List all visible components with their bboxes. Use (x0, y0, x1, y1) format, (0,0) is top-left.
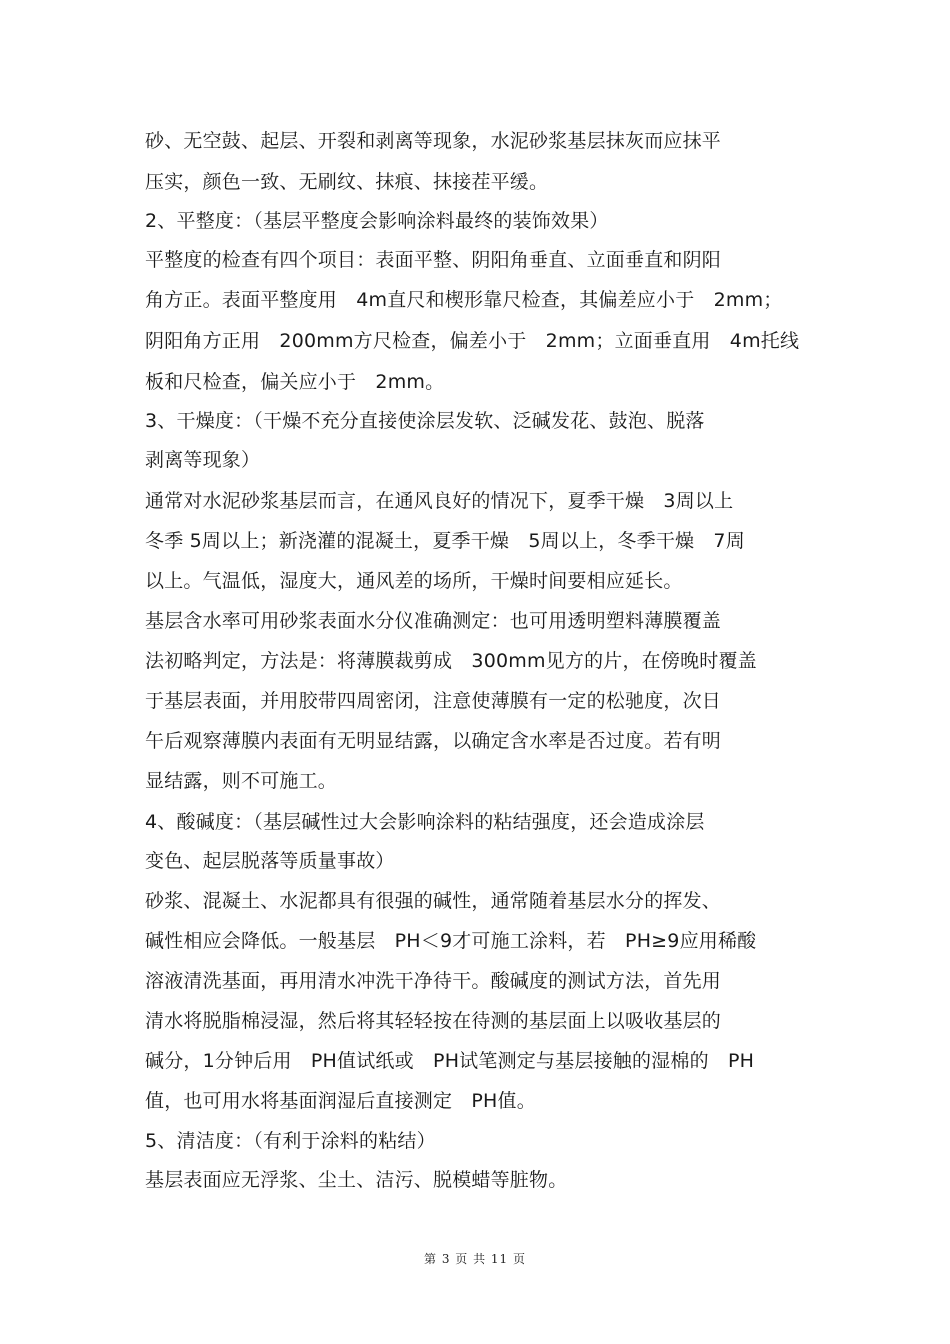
text-line: 剥离等现象） (145, 449, 261, 471)
section-heading: 2、平整度：（基层平整度会影响涂料最终的装饰效果） (145, 210, 609, 232)
text-line: 砂、无空鼓、起层、开裂和剥离等现象，水泥砂浆基层抹灰而应抹平 (145, 130, 722, 152)
text-line: 角方正。表面平整度用 4m直尺和楔形靠尺检查，其偏差应小于 2mm； (145, 289, 783, 311)
text-line: 平整度的检查有四个项目：表面平整、阴阳角垂直、立面垂直和阴阳 (145, 249, 722, 271)
text-line: 于基层表面，并用胶带四周密闭，注意使薄膜有一定的松驰度，次日 (145, 690, 722, 712)
text-line: 阴阳角方正用 200mm方尺检查，偏差小于 2mm；立面垂直用 4m托线 (145, 330, 800, 352)
text-line: 午后观察薄膜内表面有无明显结露，以确定含水率是否过度。若有明 (145, 730, 722, 752)
text-line: 基层表面应无浮浆、尘土、洁污、脱模蜡等脏物。 (145, 1169, 568, 1191)
section-heading: 4、酸碱度：（基层碱性过大会影响涂料的粘结强度，还会造成涂层 (145, 811, 705, 833)
text-line: 压实，颜色一致、无刷纹、抹痕、抹接茬平缓。 (145, 171, 549, 193)
text-line: 碱性相应会降低。一般基层 PH＜9才可施工涂料，若 PH≥9应用稀酸 (145, 930, 757, 952)
text-line: 变色、起层脱落等质量事故） (145, 850, 395, 872)
text-line: 碱分，1分钟后用 PH值试纸或 PH试笔测定与基层接触的湿棉的 PH (145, 1050, 755, 1072)
text-line: 砂浆、混凝土、水泥都具有很强的碱性，通常随着基层水分的挥发、 (145, 890, 722, 912)
text-line: 以上。气温低，湿度大，通风差的场所，干燥时间要相应延长。 (145, 570, 683, 592)
page-footer: 第 3 页 共 11 页 (424, 1252, 526, 1266)
text-line: 法初略判定，方法是：将薄膜裁剪成 300mm见方的片，在傍晚时覆盖 (145, 650, 757, 672)
section-heading: 3、干燥度：（干燥不充分直接使涂层发软、泛碱发花、鼓泡、脱落 (145, 410, 705, 432)
text-line: 基层含水率可用砂浆表面水分仪准确测定：也可用透明塑料薄膜覆盖 (145, 610, 722, 632)
section-heading: 5、清洁度：（有利于涂料的粘结） (145, 1130, 436, 1152)
text-line: 板和尺检查，偏关应小于 2mm。 (145, 371, 445, 393)
text-line: 冬季 5周以上；新浇灌的混凝土，夏季干燥 5周以上，冬季干燥 7周 (145, 530, 745, 552)
text-line: 值，也可用水将基面润湿后直接测定 PH值。 (145, 1090, 536, 1112)
text-line: 显结露，则不可施工。 (145, 770, 338, 792)
text-line: 清水将脱脂棉浸湿，然后将其轻轻按在待测的基层面上以吸收基层的 (145, 1010, 722, 1032)
text-line: 通常对水泥砂浆基层而言，在通风良好的情况下，夏季干燥 3周以上 (145, 490, 734, 512)
text-line: 溶液清洗基面，再用清水冲洗干净待干。酸碱度的测试方法，首先用 (145, 970, 722, 992)
